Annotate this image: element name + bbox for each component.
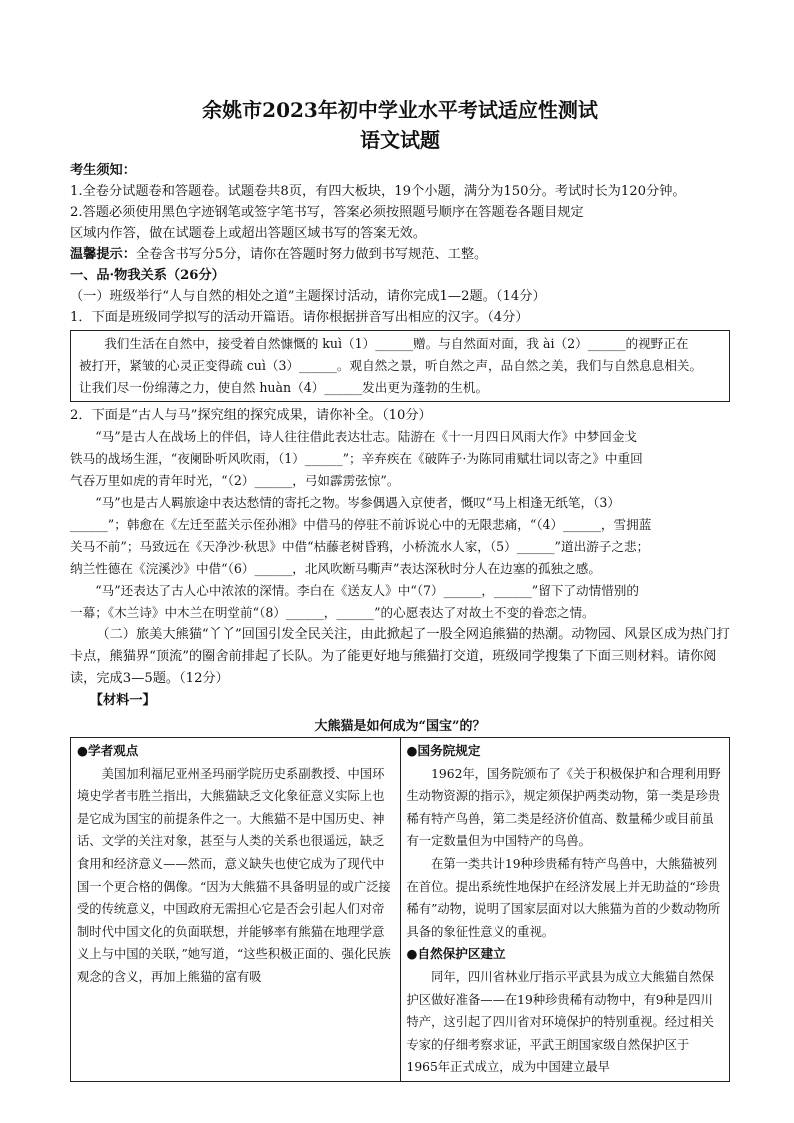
question-1-passage-box [70, 330, 730, 402]
exam-page [70, 96, 730, 1082]
passage-line: “马”还表达了古人心中浓浓的深情。李白在《送友人》中“（7）______，______”留下了动情惜别的 [95, 583, 639, 598]
material-paragraph: 美国加利福尼亚州圣玛丽学院历史系副教授、中国环境史学者韦胜兰指出，大熊猫缺乏文化象征意义实际上也是它成为国宝的前提条件之一。大熊猫不是中国历史、神话、文学的关注对象，甚至与人类的关系也很遥远，缺乏食用和经济意义——然而，意义缺失也使它成为了现代中国一个更合格的偶像。“因为大熊猫不具备明显的或广泛接受的传统意义，中国政府无需担心它是否会引起人们对帝制时代中国文化的负面联想，并能够率有熊猫在地理学意义上与中国的关联，”她写道，“这些积极正面的、强化民族观念的含义，再加上熊猫的富有吸 [77, 766, 391, 984]
passage-line: 被打开，紧皱的心灵正变得疏 cuì（3）______。观自然之景，听自然之声，品自然之美，我们与自然息息相关。 [79, 358, 703, 373]
notice-line: 1.全卷分试题卷和答题卷。试题卷共8页，有四大板块，19个小题，满分为150分。考试时长为120分钟。 [70, 184, 686, 199]
material-label: 【材料一】 [89, 693, 156, 708]
section-head-scholar: ●学者观点 [77, 743, 139, 758]
passage-line: 让我们尽一份绵薄之力，使自然 huàn（4）______发出更为蓬勃的生机。 [79, 380, 489, 395]
material-left-cell [71, 738, 401, 1082]
material-caption: 大熊猫是如何成为“国宝”的？ [314, 719, 486, 734]
question-1: 1．下面是班级同学拟写的活动开篇语。请你根据拼音写出相应的汉字。（4分） [70, 310, 529, 325]
passage-line: “马”是古人在战场上的伴侣，诗人往往借此表达壮志。陆游在《十一月四日风雨大作》中梦回金戈 [95, 429, 638, 444]
passage-line: 纳兰性德在《浣溪沙》中借“（6）______，北风吹断马嘶声”表达深秋时分人在边塞的孤独之感。 [70, 561, 601, 576]
notice-heading: 考生须知： [70, 163, 136, 178]
exam-title: 余姚市2023年初中学业水平考试适应性测试 [202, 98, 598, 122]
tip-label: 温馨提示： [70, 247, 136, 262]
passage-line: 我们生活在自然中，接受着自然慷慨的 kuì（1）______赠。与自然面对面，我 ài（2）______的视野正在 [104, 336, 689, 351]
part-intro: （二）旅美大熊猫“丫丫”回国引发全民关注，由此掀起了一股全网追熊猫的热潮。动物园、风景区成为热门打卡点，熊猫界“顶流”的圈舍前排起了长队。为了能更好地与熊猫打交道，班级同学搜集了下面三则材料。请你阅读，完成3—5题。（12分） [70, 627, 730, 686]
material-paragraph: 同年，四川省林业厅指示平武县为成立大熊猫自然保护区做好准备——在19种珍贵稀有动物中，有9种是四川特产，这引起了四川省对环境保护的特别重视。经过相关专家的仔细考察求证，平武王朗国家级自然保护区于 1965年正式成立，成为中国建立最早 [406, 969, 714, 1075]
part-intro: （一）班级举行“人与自然的相处之道”主题探讨活动，请你完成1—2题。（14分） [70, 289, 546, 304]
passage-line: 气吞万里如虎的青年时光，“（2）______，弓如霹雳弦惊”。 [70, 473, 400, 488]
question-2: 2．下面是“古人与马”探究组的探究成果，请你补全。（10分） [70, 408, 432, 423]
material-paragraph: 1962年，国务院颁布了《关于积极保护和合理利用野生动物资源的指示》，规定须保护两类动物，第一类是珍贵稀有特产鸟兽，第二类是经济价值高、数量稀少或目前虽有一定数量但为中国特产的鸟兽。 [406, 766, 721, 849]
section-head-state-council: ●国务院规定 [406, 743, 481, 758]
material-right-cell [400, 738, 730, 1082]
passage-line: ______”；韩愈在《左迁至蓝关示侄孙湘》中借马的停驻不前诉说心中的无限悲痛，“（4）______，雪拥蓝 [70, 517, 652, 532]
exam-subtitle: 语文试题 [360, 128, 440, 152]
passage-line: 关马不前”；马致远在《天净沙·秋思》中借“枯藤老树昏鸦，小桥流水人家，（5）______”道出游子之悲； [70, 539, 650, 554]
material-paragraph: 在第一类共计19种珍贵稀有特产鸟兽中，大熊猫被列在首位。提出系统性地保护在经济发展上并无助益的“珍贵稀有”动物，说明了国家层面对以大熊猫为首的少数动物所具备的象征性意义的重视。 [406, 856, 721, 939]
notice-tip [70, 244, 730, 265]
material-table [70, 737, 730, 1082]
passage-line: 一幕；《木兰诗》中木兰在明堂前“（8）______，______”的心愿表达了对故土不变的眷恋之情。 [70, 605, 595, 620]
notice-line: 2.答题必须使用黑色字迹钢笔或签字笔书写，答案必须按照题号顺序在答题卷各题目规定 [70, 205, 584, 220]
tip-text: 全卷含书写分5分，请你在答题时努力做到书写规范、工整。 [135, 247, 488, 262]
passage-line: “马”也是古人羁旅途中表达愁情的寄托之物。岑参偶遇入京使者，慨叹“马上相逢无纸笔，（3） [95, 495, 620, 510]
section-head-reserve: ●自然保护区建立 [406, 946, 506, 962]
passage-line: 铁马的战场生涯，“夜阑卧听风吹雨，（1）______”；辛弃疾在《破阵子·为陈同甫赋壮词以寄之》中重回 [70, 451, 643, 466]
notice-line: 区域内作答，做在试题卷上或超出答题区域书写的答案无效。 [70, 226, 427, 241]
section-heading: 一、品·物我关系（26分） [70, 268, 225, 283]
